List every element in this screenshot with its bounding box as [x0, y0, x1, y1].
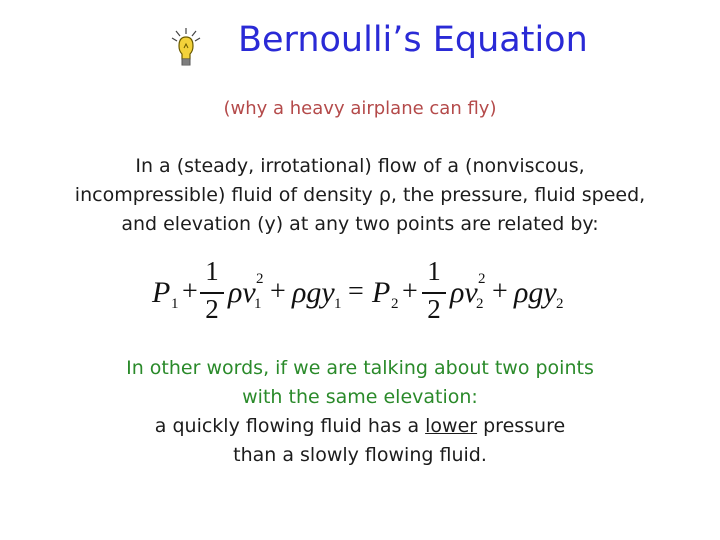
eq-fraction-denominator: 2 [427, 294, 441, 324]
conclusion-line [40, 412, 680, 441]
bernoulli-equation [144, 256, 584, 332]
eq-pressure-1: P [152, 276, 171, 309]
eq-pressure-2: P [372, 276, 391, 309]
intro-paragraph [40, 152, 680, 239]
intro-line: In a (steady, irrotational) flow of a (nonviscous, [135, 155, 585, 177]
eq-rho-g-y-2: ρgy [514, 276, 557, 309]
eq-plus: + [492, 276, 508, 307]
eq-plus: + [402, 276, 418, 307]
slide-title: Bernoulli’s Equation [238, 20, 588, 60]
conclusion-line: In other words, if we are talking about two points [126, 357, 594, 379]
eq-fraction-numerator: 1 [205, 256, 219, 286]
eq-subscript: 1 [334, 296, 342, 312]
eq-fraction-numerator: 1 [427, 256, 441, 286]
eq-fraction-denominator: 2 [205, 294, 219, 324]
conclusion-paragraph [40, 354, 680, 470]
conclusion-text: pressure [477, 415, 566, 437]
slide-subtitle: (why a heavy airplane can fly) [223, 98, 497, 119]
eq-superscript: 2 [478, 271, 486, 287]
conclusion-line: with the same elevation: [242, 386, 478, 408]
eq-plus: + [270, 276, 286, 307]
lightbulb-icon [166, 26, 206, 68]
eq-subscript: 1 [254, 296, 262, 312]
intro-line: incompressible) fluid of density ρ, the pressure, fluid speed, [74, 184, 646, 206]
eq-subscript: 1 [171, 296, 179, 312]
eq-superscript: 2 [256, 271, 264, 287]
eq-equals: = [348, 276, 364, 307]
conclusion-text: a quickly flowing fluid has a [154, 415, 426, 437]
conclusion-line: than a slowly flowing fluid. [233, 444, 487, 466]
eq-subscript: 2 [556, 296, 564, 312]
eq-rho-g-y-1: ρgy [292, 276, 335, 309]
eq-subscript: 2 [391, 296, 399, 312]
eq-rho-v-1: ρv [228, 276, 256, 309]
eq-rho-v-2: ρv [450, 276, 478, 309]
eq-subscript: 2 [476, 296, 484, 312]
intro-line: and elevation (y) at any two points are related by: [121, 213, 599, 235]
emphasis-lower: lower [425, 415, 478, 437]
eq-plus: + [182, 276, 198, 307]
